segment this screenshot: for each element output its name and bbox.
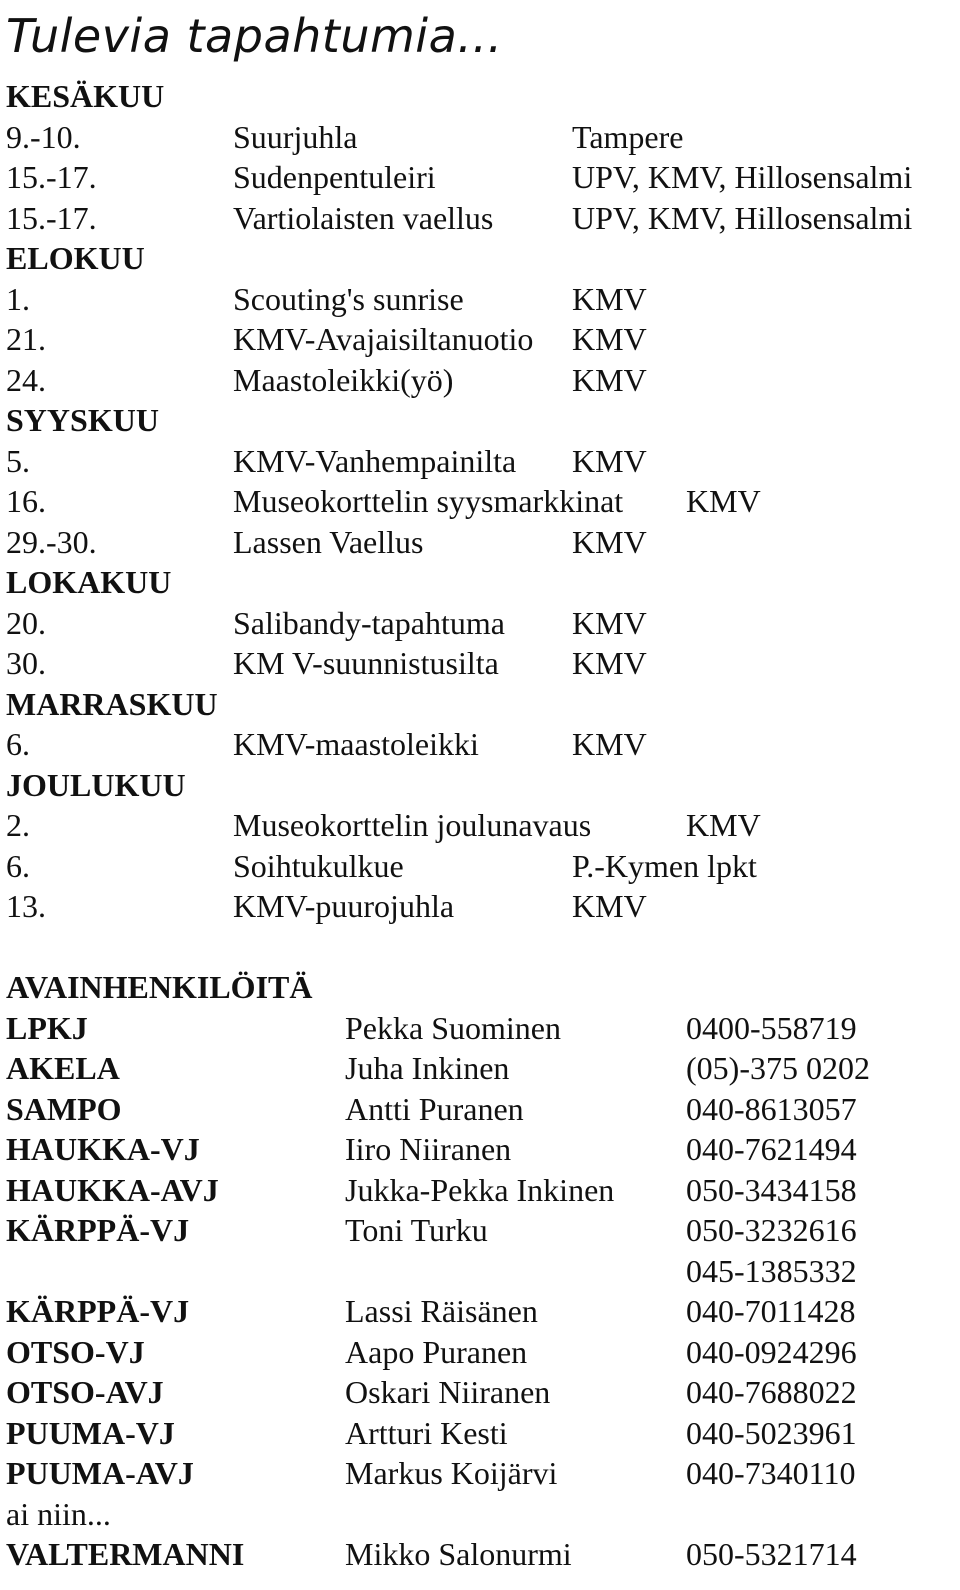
contact-name: Lassi Räisänen xyxy=(345,1293,538,1329)
contact-phone: 040-7688022 xyxy=(686,1374,857,1410)
contact-phone: 040-0924296 xyxy=(686,1334,857,1370)
event-date: 6. xyxy=(6,848,30,884)
event-place: KMV xyxy=(572,524,647,560)
contact-name: Juha Inkinen xyxy=(345,1050,510,1086)
event-date: 6. xyxy=(6,726,30,762)
event-date: 9.-10. xyxy=(6,119,81,155)
contact-phone: 040-7621494 xyxy=(686,1131,857,1167)
event-place: KMV xyxy=(572,645,647,681)
contact-role: SAMPO xyxy=(6,1091,122,1127)
contact-phone: (05)-375 0202 xyxy=(686,1050,870,1086)
contact-phone: 050-3434158 xyxy=(686,1172,857,1208)
contact-name: Toni Turku xyxy=(345,1212,488,1248)
event-name: Museokorttelin joulunavaus xyxy=(233,807,592,843)
event-place: KMV xyxy=(572,888,647,924)
contact-role: AKELA xyxy=(6,1050,120,1086)
event-place: KMV xyxy=(572,281,647,317)
contact-name: Oskari Niiranen xyxy=(345,1374,551,1410)
event-date: 1. xyxy=(6,281,30,317)
event-date: 24. xyxy=(6,362,46,398)
footer-note: ai niin... xyxy=(6,1496,111,1532)
event-name: Suurjuhla xyxy=(233,119,358,155)
contact-name: Artturi Kesti xyxy=(345,1415,508,1451)
event-date: 30. xyxy=(6,645,46,681)
contact-phone: 050-5321714 xyxy=(686,1536,857,1572)
event-name: Scouting's sunrise xyxy=(233,281,464,317)
contact-phone: 040-5023961 xyxy=(686,1415,857,1451)
event-date: 20. xyxy=(6,605,46,641)
event-date: 21. xyxy=(6,321,46,357)
event-place: Tampere xyxy=(572,119,684,155)
event-place: KMV xyxy=(572,321,647,357)
event-name: KMV-puurojuhla xyxy=(233,888,455,924)
event-date: 5. xyxy=(6,443,30,479)
event-place: P.-Kymen lpkt xyxy=(572,848,757,884)
contact-phone: 050-3232616 xyxy=(686,1212,857,1248)
contact-name: Antti Puranen xyxy=(345,1091,524,1127)
key-people-heading: AVAINHENKILÖITÄ xyxy=(6,969,313,1005)
contact-name: Iiro Niiranen xyxy=(345,1131,512,1167)
event-name: Vartiolaisten vaellus xyxy=(233,200,494,236)
contact-name: Mikko Salonurmi xyxy=(345,1536,572,1572)
page-title: Tulevia tapahtumia... xyxy=(6,9,503,63)
contact-role: PUUMA-VJ xyxy=(6,1415,175,1451)
event-date: 15.-17. xyxy=(6,200,97,236)
contact-name: Aapo Puranen xyxy=(345,1334,528,1370)
contact-name: Markus Koijärvi xyxy=(345,1455,558,1491)
event-date: 29.-30. xyxy=(6,524,97,560)
event-date: 16. xyxy=(6,483,46,519)
contact-role: PUUMA-AVJ xyxy=(6,1455,194,1491)
contact-role: HAUKKA-AVJ xyxy=(6,1172,219,1208)
contact-phone: 040-7340110 xyxy=(686,1455,856,1491)
event-name: KMV-Avajaisiltanuotio xyxy=(233,321,534,357)
event-place: UPV, KMV, Hillosensalmi xyxy=(572,200,913,236)
event-name: KM V-suunnistusilta xyxy=(233,645,499,681)
event-date: 2. xyxy=(6,807,30,843)
event-place: KMV xyxy=(686,483,761,519)
contact-phone: 045-1385332 xyxy=(686,1253,857,1289)
contact-role: LPKJ xyxy=(6,1010,88,1046)
event-date: 13. xyxy=(6,888,46,924)
event-name: Maastoleikki(yö) xyxy=(233,362,454,398)
event-place: UPV, KMV, Hillosensalmi xyxy=(572,159,913,195)
contact-phone: 040-7011428 xyxy=(686,1293,856,1329)
contact-role: HAUKKA-VJ xyxy=(6,1131,200,1167)
contact-phone: 0400-558719 xyxy=(686,1010,857,1046)
contact-role: KÄRPPÄ-VJ xyxy=(6,1293,190,1329)
event-place: KMV xyxy=(572,362,647,398)
event-place: KMV xyxy=(686,807,761,843)
contact-role: KÄRPPÄ-VJ xyxy=(6,1212,190,1248)
event-name: Soihtukulkue xyxy=(233,848,404,884)
event-name: KMV-Vanhempainilta xyxy=(233,443,517,479)
event-name: Sudenpentuleiri xyxy=(233,159,436,195)
event-place: KMV xyxy=(572,443,647,479)
contact-role: OTSO-AVJ xyxy=(6,1374,164,1410)
event-name: Salibandy-tapahtuma xyxy=(233,605,505,641)
event-place: KMV xyxy=(572,726,647,762)
event-name: Museokorttelin syysmarkkinat xyxy=(233,483,624,519)
event-name: KMV-maastoleikki xyxy=(233,726,479,762)
contact-name: Pekka Suominen xyxy=(345,1010,561,1046)
contact-name: Jukka-Pekka Inkinen xyxy=(345,1172,615,1208)
contact-phone: 040-8613057 xyxy=(686,1091,857,1127)
contact-role: VALTERMANNI xyxy=(6,1536,245,1572)
event-date: 15.-17. xyxy=(6,159,97,195)
event-place: KMV xyxy=(572,605,647,641)
event-name: Lassen Vaellus xyxy=(233,524,424,560)
contact-role: OTSO-VJ xyxy=(6,1334,145,1370)
